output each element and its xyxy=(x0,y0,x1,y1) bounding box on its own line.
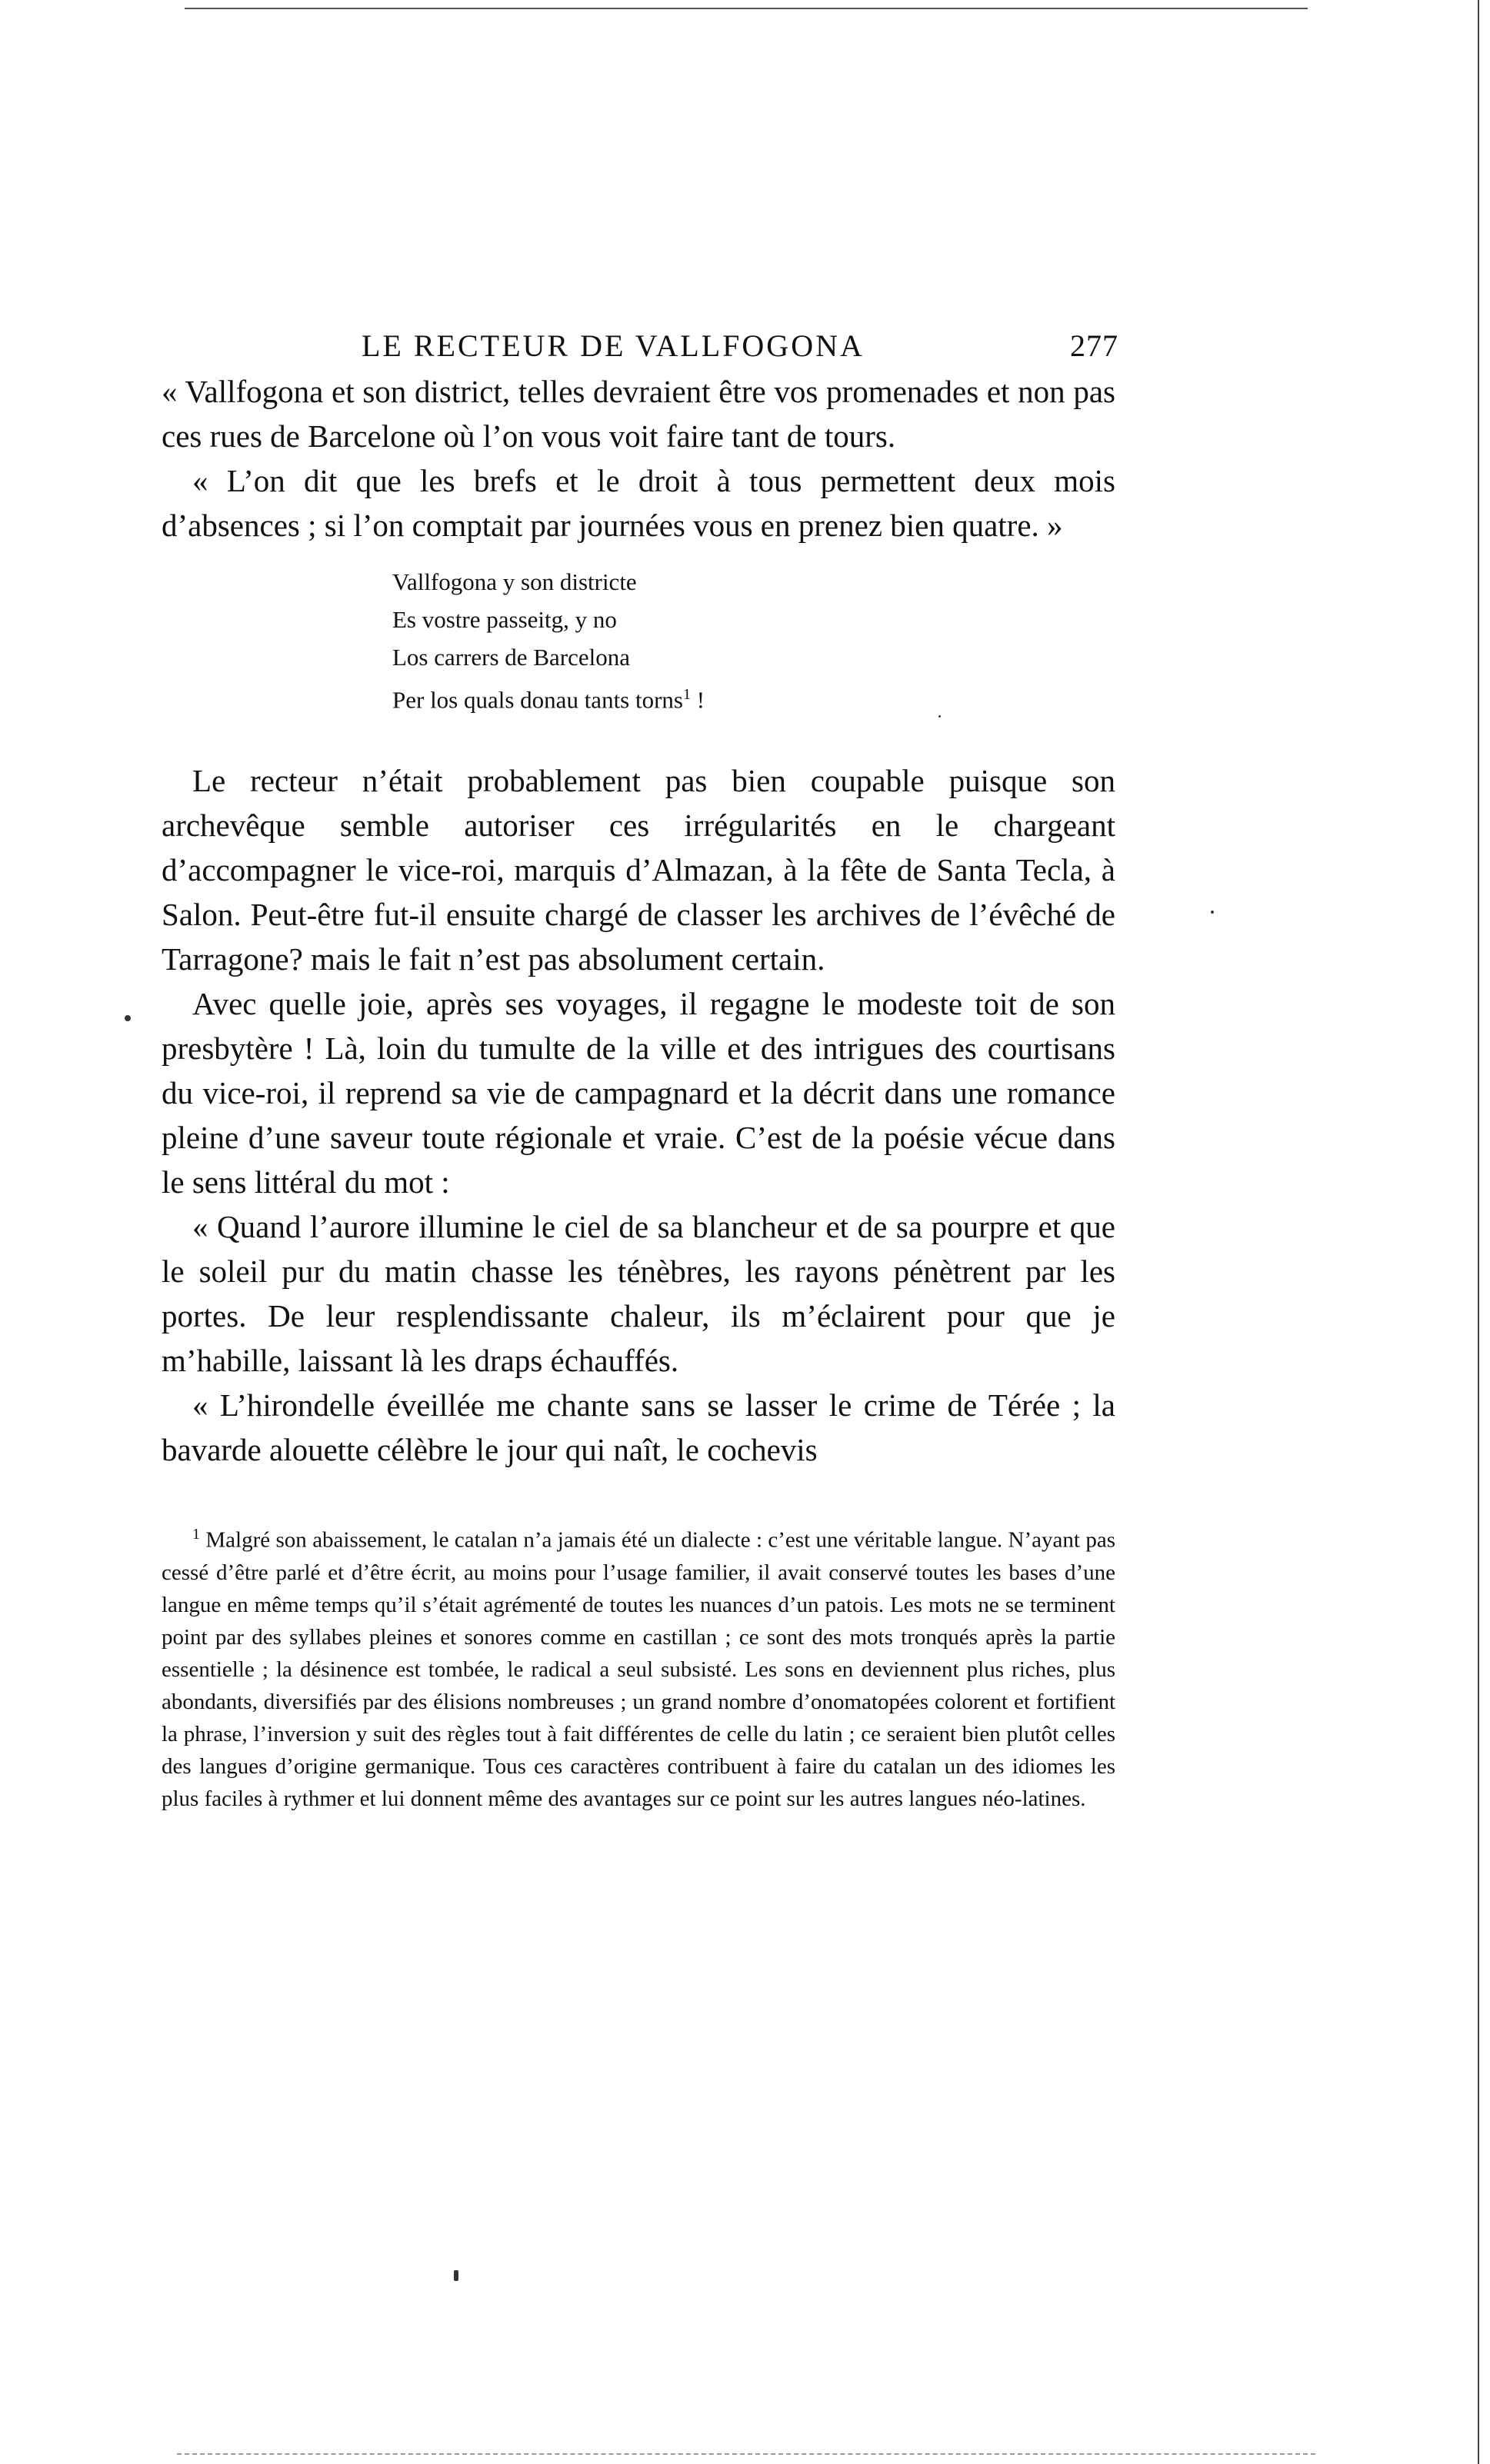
footnote-marker: 1 xyxy=(192,1526,200,1543)
paragraph: « Quand l’aurore illumine le ciel de sa blancheur et de sa pourpre et que le soleil pur du matin chasse les ténèbres, les rayons pénètrent par les portes. De leur resplendissante chaleur, ils m’éclairent pour que je m’habille, laissant là les draps échauffés. xyxy=(162,1209,1115,1379)
paragraph: « Vallfogona et son district, telles devraient être vos promenades et non pas ces rues de Barcelone où l’on vous voit faire tant de tours. xyxy=(162,374,1115,454)
book-page xyxy=(162,323,1118,1815)
page-number: 277 xyxy=(1070,328,1118,363)
footnote-reference: 1 xyxy=(683,686,691,703)
paragraph: « L’hirondelle éveillée me chante sans se lasser le crime de Térée ; la bavarde alouette célèbre le jour qui naît, le cochevis xyxy=(162,1387,1115,1468)
scan-bottom-edge xyxy=(177,2453,1315,2455)
running-header xyxy=(162,323,1118,369)
paragraph: Avec quelle joie, après ses voyages, il regagne le modeste toit de son presbytère ! Là, loin du tumulte de la ville et des intrigues des courtisans du vice-roi, il reprend sa vie de campagnard et la décrit dans une romance pleine d’une saveur toute régionale et vraie. C’est de la poésie vécue dans le sens littéral du mot : xyxy=(162,986,1115,1200)
verse-line: Vallfogona y son districte xyxy=(392,568,637,595)
scan-speck xyxy=(125,1015,131,1021)
body-text xyxy=(162,369,1115,1472)
verse-line-text: Per los quals donau tants torns xyxy=(392,686,683,714)
paragraph: « L’on dit que les brefs et le droit à tous permettent deux mois d’absences ; si l’on comptait par journées vous en prenez bien quatre. » xyxy=(162,463,1115,543)
verse-line-end: ! xyxy=(691,686,705,714)
scan-speck xyxy=(1211,911,1214,914)
verse-line xyxy=(392,676,1115,718)
paragraph: Le recteur n’était probablement pas bien coupable puisque son archevêque semble autoriser ces irrégularités en le chargeant d’accompagner le vice-roi, marquis d’Almazan, à la fête de Santa Tecla, à Salon. Peut-être fut-il ensuite chargé de classer les archives de l’évêché de Tarragone? mais le fait n’est pas absolument certain. xyxy=(162,763,1115,977)
verse-quotation xyxy=(392,563,1115,718)
footnote-text: Malgré son abaissement, le catalan n’a jamais été un dialecte : c’est une véritable langue. N’ayant pas cessé d’être parlé et d’être écrit, au moins pour l’usage familier, il avait conservé toutes les bases d’une langue en même temps qu’il s’était agrémenté de toutes les nuances d’un patois. Les mots ne se terminent point par des syllabes pleines et sonores comme en castillan ; ce sont des mots tronqués après la partie essentielle ; la désinence est tombée, le radical a seul subsisté. Les sons en deviennent plus riches, plus abondants, diversifiés par des élisions nombreuses ; un grand nombre d’onomatopées colorent et fortifient la phrase, l’inversion y suit des règles tout à fait différentes de celle du latin ; ce seraient bien plutôt celles des langues d’origine germanique. Tous ces caractères contribuent à faire du catalan un des idiomes les plus faciles à rythmer et lui donnent même des avantages sur ce point sur les autres langues néo-latines. xyxy=(162,1527,1115,1811)
scan-top-edge xyxy=(185,8,1308,9)
verse-line: Los carrers de Barcelona xyxy=(392,644,630,671)
verse-line: Es vostre passeitg, y no xyxy=(392,606,617,633)
running-title: LE RECTEUR DE VALLFOGONA xyxy=(362,328,865,363)
scan-right-edge xyxy=(1478,0,1479,2464)
scan-speck xyxy=(454,2270,458,2281)
footnote xyxy=(162,1518,1115,1815)
